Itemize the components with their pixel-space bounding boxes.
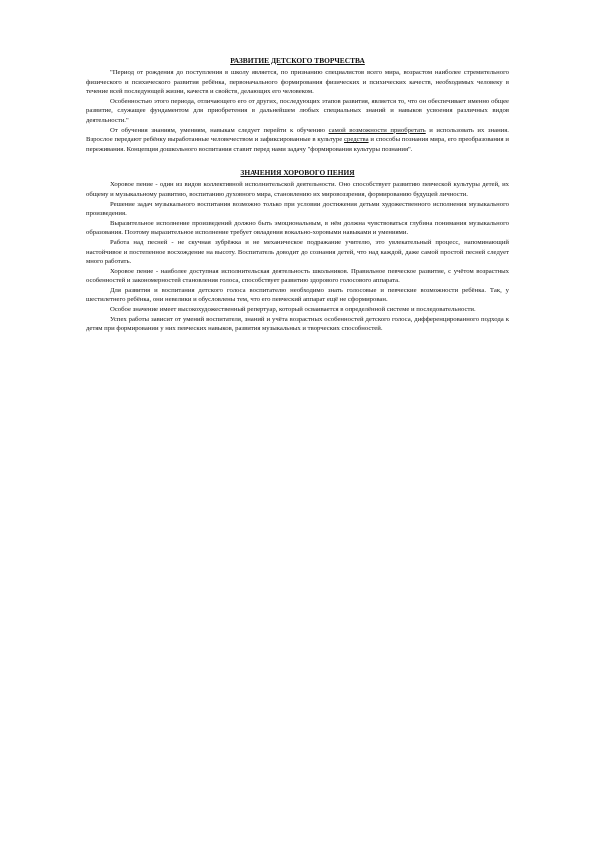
paragraph: Особое значение имеет высокохудожественный репертуар, который осваивается в определённой системе и последовательности. [110, 306, 476, 314]
paragraph: Для развития и воспитания детского голоса воспитателю необходимо знать голосовые и певческие возможности ребёнка. Так, у шестилетнего ребёнка, они невелики и обусловлены тем, что его певческий аппарат ещё не сформирован. [86, 286, 509, 304]
paragraph-learning [86, 126, 509, 155]
text-run: и способы познания мира, его преобразования и переживания. Концепция дошкольного воспитания ставит перед нами задачу "формирования культуры познания". [86, 136, 509, 153]
paragraph: Успех работы зависит от умений воспитателя, знаний и учёта возрастных особенностей детского голоса, дифференцированного подхода к детям при формировании у них певческих навыков, развития музыкальных и творческих способностей. [86, 315, 509, 333]
paragraph: Хоровое пение - один из видов коллективной исполнительской деятельности. Оно способствует развитию певческой культуры детей, их общему и музыкальному развитию, воспитанию духовного мира, становлению их мировоззрения, формированию будущей личности. [86, 181, 509, 198]
text-run: и использовать их знания. Взрослое передают ребёнку выработанные человечеством и зафиксированные в культуре [86, 126, 509, 144]
paragraph: Хоровое пение - наиболее доступная исполнительская деятельность школьников. Правильное певческое развитие, с учётом возрастных особенностей и закономерностей становления голоса, способствует развитию здорового голосового аппарата. [86, 267, 509, 285]
underlined-word: средства [344, 136, 369, 144]
paragraph: Решение задач музыкального воспитания возможно только при условии достижения детьми художественного исполнения музыкального произведения. [86, 200, 509, 218]
quote-paragraph-1: "Период от рождения до поступления в школу является, по признанию специалистов всего мира, возрастом наиболее стремительного физического и психического развития ребёнка, первоначального формирования физических и психических качеств, необходимых человеку в течение всей последующей жизни, качеств и свойств, делающих его человеком. [86, 69, 509, 96]
section-title-choral-singing: ЗНАЧЕНИЯ ХОРОВОГО ПЕНИЯ [240, 168, 355, 178]
quote-paragraph-2: Особенностью этого периода, отличающего его от других, последующих этапов развития, является то, что он обеспечивает именно общее развитие, служащее фундаментом для приобретения в дальнейшем любых специальных знаний и навыков усвоения различных видов деятельности." [86, 97, 509, 124]
text-run: От обучения знаниям, умениям, навыкам следует перейти к обучению [110, 126, 329, 134]
paragraph: Работа над песней - не скучная зубрёжка и не механическое подражание учителю, это увлекательный процесс, напоминающий настойчивое и постепенное восхождение на высоту. Воспитатель доводит до сознания детей, что над каждой, даже самой простой песней следует много работать. [86, 238, 509, 266]
section-title-creativity: РАЗВИТИЕ ДЕТСКОГО ТВОРЧЕСТВА [230, 56, 365, 65]
underlined-phrase: самой возможности приобретать [328, 126, 426, 134]
paragraph: Выразительное исполнение произведений должно быть эмоциональным, в нём должна чувствоваться глубина понимания музыкального образования. Поэтому выразительное исполнение требует овладения вокально-хоровыми навыками и умениями. [86, 219, 509, 237]
